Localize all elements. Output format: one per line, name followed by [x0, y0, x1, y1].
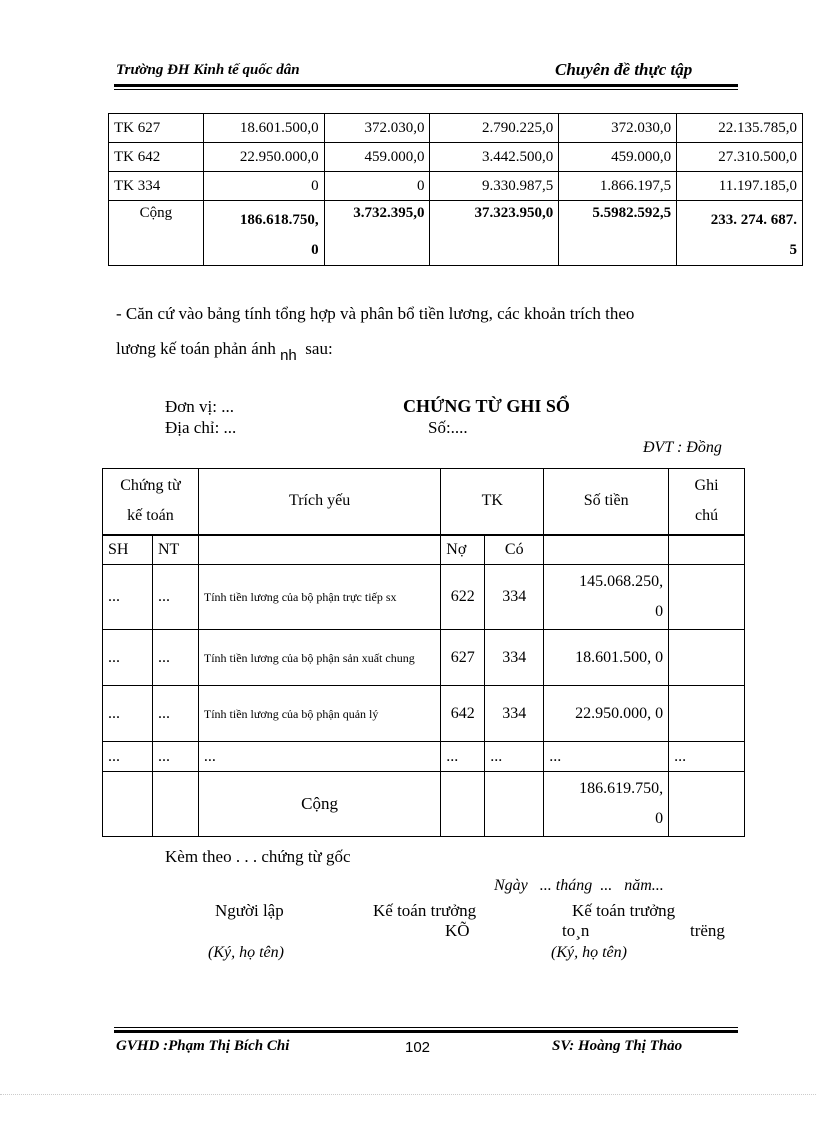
cell-amount: ...: [544, 742, 669, 772]
cell-sh: ...: [103, 686, 153, 742]
table-total-row: [109, 201, 803, 266]
signer-3-garbled-a: to¸n: [562, 921, 590, 940]
cell: 0: [203, 172, 324, 201]
col-header-ghichu: Ghi chú: [669, 469, 745, 535]
date-line: Ngày ... tháng ... năm...: [494, 877, 664, 894]
cell: 1.866.197,5: [559, 172, 677, 201]
table-row: [103, 565, 745, 630]
cell-desc: ...: [198, 742, 440, 772]
allocation-table: [108, 113, 803, 266]
total-cell: 3.732.395,0: [324, 201, 430, 266]
signer-3: Kế toán trưởng: [572, 901, 676, 920]
table-row: [103, 630, 745, 686]
cell: 27.310.500,0: [677, 143, 803, 172]
signature-hint-2: (Ký, họ tên): [551, 944, 627, 961]
cell-note: [669, 686, 745, 742]
page-edge: [0, 1094, 816, 1095]
cell-empty: [485, 772, 544, 837]
total-amount: 186.619.750, 0: [544, 772, 669, 837]
table-row: [109, 172, 803, 201]
col-header-chungtu: Chứng từ kế toán: [103, 469, 199, 535]
footer-student: SV: Hoàng Thị Thảo: [552, 1038, 683, 1054]
cell: 459.000,0: [559, 143, 677, 172]
cell-nt: ...: [152, 686, 198, 742]
cell-co: 334: [485, 565, 544, 630]
cell-nt: ...: [152, 742, 198, 772]
cell: 0: [324, 172, 430, 201]
cell-note: ...: [669, 742, 745, 772]
sub-no: Nợ: [441, 535, 485, 565]
cell-sh: ...: [103, 565, 153, 630]
cell-amount: 145.068.250, 0: [544, 565, 669, 630]
address-label: Địa chỉ: ...: [165, 418, 237, 437]
cell-nt: ...: [152, 630, 198, 686]
paragraph-line-1: - Căn cứ vào bảng tính tổng hợp và phân bổ tiền lương, các khoản trích theo: [116, 304, 635, 323]
total-label: Cộng: [109, 201, 204, 266]
header-title: Chuyên đề thực tập: [555, 60, 693, 79]
sub-sh: SH: [103, 535, 153, 565]
header-rule: [114, 84, 738, 87]
cell-empty: [669, 772, 745, 837]
cell: 22.135.785,0: [677, 114, 803, 143]
cell-no: ...: [441, 742, 485, 772]
attachment-note: Kèm theo . . . chứng từ gốc: [165, 847, 351, 866]
sub-co: Có: [485, 535, 544, 565]
signer-1: Người lập: [215, 901, 284, 920]
cell: 22.950.000,0: [203, 143, 324, 172]
sub-empty: [669, 535, 745, 565]
signer-2: Kế toán trưởng: [373, 901, 477, 920]
doc-title: CHỨNG TỪ GHI SỔ: [403, 396, 570, 416]
cell: 18.601.500,0: [203, 114, 324, 143]
table-row: [103, 742, 745, 772]
page-number: 102: [405, 1039, 431, 1056]
unit-of-measure: ĐVT : Đồng: [643, 439, 722, 456]
sub-nt: NT: [152, 535, 198, 565]
cell-desc: Tính tiền lương của bộ phận quản lý: [198, 686, 440, 742]
cell: 11.197.185,0: [677, 172, 803, 201]
total-cell: 233. 274. 687. 5: [677, 201, 803, 266]
footer-advisor: GVHD :Phạm Thị Bích Chi: [116, 1038, 290, 1054]
cell-no: 627: [441, 630, 485, 686]
cell: 3.442.500,0: [430, 143, 559, 172]
cell-note: [669, 630, 745, 686]
total-row: [103, 772, 745, 837]
footer-rule: [114, 1030, 738, 1033]
cell-co: 334: [485, 686, 544, 742]
cell-no: 642: [441, 686, 485, 742]
row-label: TK 334: [109, 172, 204, 201]
footer-rule-thin: [114, 1027, 738, 1028]
cell-amount: 18.601.500, 0: [544, 630, 669, 686]
signer-2-garbled: KÕ: [445, 921, 470, 940]
table-row: [103, 686, 745, 742]
cell: 2.790.225,0: [430, 114, 559, 143]
cell-co: ...: [485, 742, 544, 772]
sub-empty: [198, 535, 440, 565]
total-cell: 5.5982.592,5: [559, 201, 677, 266]
cell-sh: ...: [103, 630, 153, 686]
paragraph-line-2: lương kế toán phản ánh nh sau:: [116, 339, 333, 364]
total-cell: 186.618.750, 0: [203, 201, 324, 266]
cell-note: [669, 565, 745, 630]
cell-sh: ...: [103, 742, 153, 772]
signature-hint-1: (Ký, họ tên): [208, 944, 284, 961]
signer-3-garbled-b: trëng: [690, 921, 725, 940]
cell-empty: [152, 772, 198, 837]
cell-co: 334: [485, 630, 544, 686]
cell: 372.030,0: [559, 114, 677, 143]
doc-number: Số:....: [428, 418, 468, 437]
row-label: TK 627: [109, 114, 204, 143]
unit-label: Đơn vị: ...: [165, 397, 234, 416]
col-header-sotien: Số tiền: [544, 469, 669, 535]
cell-desc: Tính tiền lương của bộ phận trực tiếp sx: [198, 565, 440, 630]
table-row: [109, 143, 803, 172]
cell-empty: [103, 772, 153, 837]
cell: 9.330.987,5: [430, 172, 559, 201]
subheader-row: [103, 535, 745, 565]
cell: 372.030,0: [324, 114, 430, 143]
voucher-table: [102, 468, 745, 837]
header-row: [103, 469, 745, 535]
total-label: Cộng: [198, 772, 440, 837]
col-header-trichyeu: Trích yếu: [198, 469, 440, 535]
cell-amount: 22.950.000, 0: [544, 686, 669, 742]
sub-empty: [544, 535, 669, 565]
cell-no: 622: [441, 565, 485, 630]
row-label: TK 642: [109, 143, 204, 172]
cell: 459.000,0: [324, 143, 430, 172]
cell-desc: Tính tiền lương của bộ phận sản xuất chung: [198, 630, 440, 686]
col-header-tk: TK: [441, 469, 544, 535]
header-school: Trường ĐH Kinh tế quốc dân: [116, 62, 300, 78]
cell-nt: ...: [152, 565, 198, 630]
cell-empty: [441, 772, 485, 837]
table-row: [109, 114, 803, 143]
total-cell: 37.323.950,0: [430, 201, 559, 266]
header-rule-thin: [114, 89, 738, 90]
